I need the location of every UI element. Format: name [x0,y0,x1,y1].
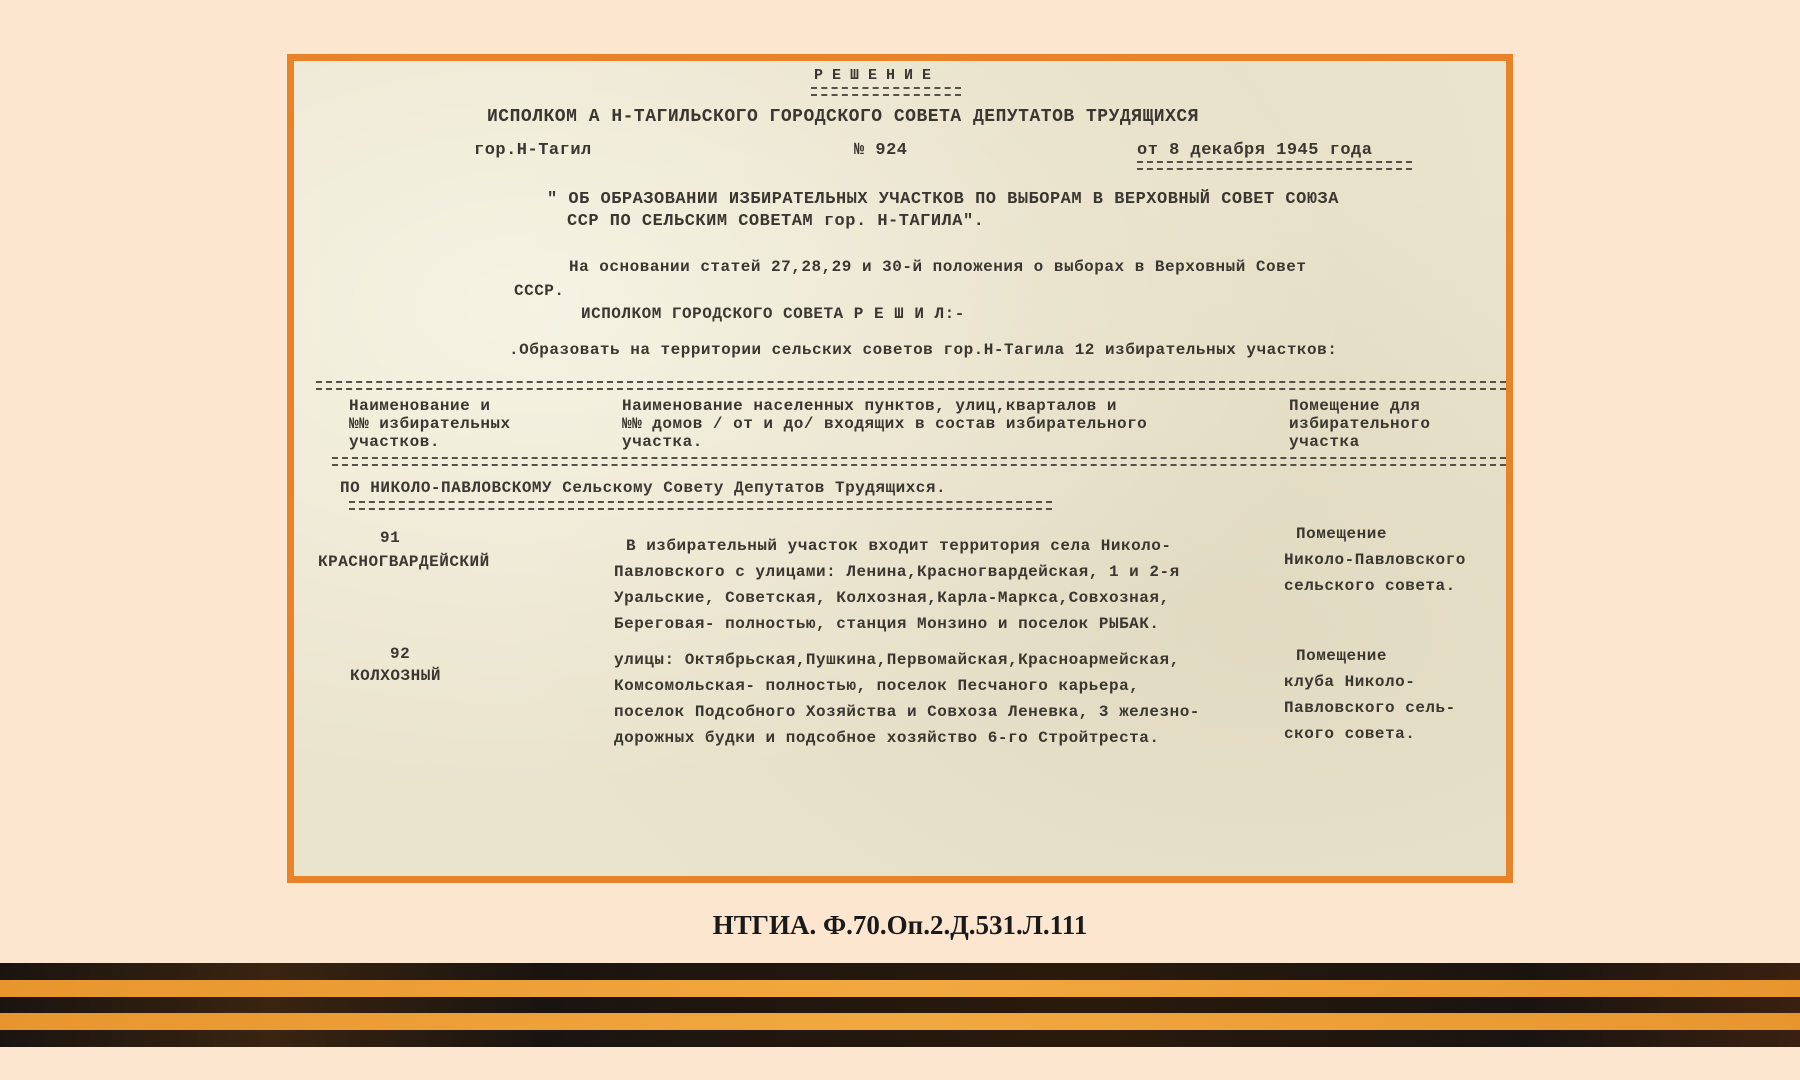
ribbon-stripe-orange-2 [0,1013,1800,1030]
row-92-premises-line-4: ского совета. [1284,725,1416,743]
subject [547,189,1339,233]
row-91-premises-line-2: Николо-Павловского [1284,551,1466,569]
row-92-name: КОЛХОЗНЫЙ [350,667,441,685]
basis-line-1: На основании статей 27,28,29 и 30-й положения о выборах в Верховный Совет [569,258,1307,276]
header-col1-line-2: №№ избирательных [349,415,511,433]
ribbon-stripe-black-3 [0,1030,1800,1047]
row-91-premises [1284,521,1466,599]
row-92-premises [1284,643,1456,747]
ribbon-stripe-orange-1 [0,980,1800,997]
header-col1-line-1: Наименование и [349,397,491,415]
table-header-col2 [622,397,1147,451]
date-underline [1137,161,1412,170]
row-92-territory-line-1: улицы: Октябрьская,Пушкина,Первомайская,Красноармейская, [614,651,1180,669]
row-92-territory-line-2: Комсомольская- полностью, поселок Песчаного карьера, [614,677,1140,695]
subject-line-2: ССР ПО СЕЛЬСКИМ СОВЕТАМ гор. Н-ТАГИЛА". [567,212,985,231]
archive-reference-caption: НТГИА. Ф.70.Оп.2.Д.531.Л.111 [712,910,1088,940]
form-text: .Образовать на территории сельских советов гор.Н-Тагила 12 избирательных участков: [509,341,1338,359]
row-92-premises-line-1: Помещение [1296,647,1387,665]
row-92-premises-line-2: клуба Николо- [1284,673,1416,691]
document-frame [287,54,1513,883]
header-col3-line-2: избирательного [1289,415,1431,433]
ribbon-stripe-black-2 [0,997,1800,1014]
header-col3-line-1: Помещение для [1289,397,1421,415]
issuer: ИСПОЛКОМ А Н-ТАГИЛЬСКОГО ГОРОДСКОГО СОВЕТА ДЕПУТАТОВ ТРУДЯЩИХСЯ [487,107,1200,127]
st-george-ribbon [0,963,1800,1047]
row-91-premises-line-3: сельского совета. [1284,577,1456,595]
decision-date: от 8 декабря 1945 года [1137,141,1373,160]
table-header-col3 [1289,397,1430,451]
title-underline [811,87,961,96]
row-91-number: 91 [380,529,401,547]
row-92-territory [614,647,1200,751]
archival-document [294,61,1506,876]
row-91-premises-line-1: Помещение [1296,525,1387,543]
row-91-territory-line-4: Береговая- полностью, станция Монзино и поселок РЫБАК. [614,615,1160,633]
basis-text [514,255,1306,303]
basis-line-2: СССР. [514,282,565,300]
row-91-territory [614,533,1180,637]
header-col3-line-3: участка [1289,433,1360,451]
row-92-territory-line-4: дорожных будки и подсобное хозяйство 6-го Стройтреста. [614,729,1160,747]
document-title: РЕШЕНИЕ [814,67,941,84]
city: гор.Н-Тагил [474,141,592,160]
decided-line: ИСПОЛКОМ ГОРОДСКОГО СОВЕТА Р Е Ш И Л:- [581,305,965,323]
council-underline [349,501,1052,510]
row-92-territory-line-3: поселок Подсобного Хозяйства и Совхоза Леневка, 3 железно- [614,703,1200,721]
table-header-rule [332,457,1506,466]
row-91-name: КРАСНОГВАРДЕЙСКИЙ [318,553,490,571]
row-91-territory-line-1: В избирательный участок входит территория села Николо- [626,537,1172,555]
table-header-col1 [349,397,511,451]
header-col2-line-2: №№ домов / от и до/ входящих в состав избирательного [622,415,1148,433]
header-col2-line-3: участка. [622,433,703,451]
header-col1-line-3: участков. [349,433,440,451]
ribbon-stripe-black-1 [0,963,1800,980]
row-91-territory-line-2: Павловского с улицами: Ленина,Красногвардейская, 1 и 2-я [614,563,1180,581]
row-92-premises-line-3: Павловского сель- [1284,699,1456,717]
table-top-rule [316,381,1506,390]
decision-number: № 924 [854,141,908,160]
council-heading: ПО НИКОЛО-ПАВЛОВСКОМУ Сельскому Совету Депутатов Трудящихся. [340,479,947,497]
header-col2-line-1: Наименование населенных пунктов, улиц,кварталов и [622,397,1117,415]
row-92-number: 92 [390,645,411,663]
subject-line-1: " ОБ ОБРАЗОВАНИИ ИЗБИРАТЕЛЬНЫХ УЧАСТКОВ ПО ВЫБОРАМ В ВЕРХОВНЫЙ СОВЕТ СОЮЗА [547,190,1339,209]
row-91-territory-line-3: Уральские, Советская, Колхозная,Карла-Маркса,Совхозная, [614,589,1170,607]
